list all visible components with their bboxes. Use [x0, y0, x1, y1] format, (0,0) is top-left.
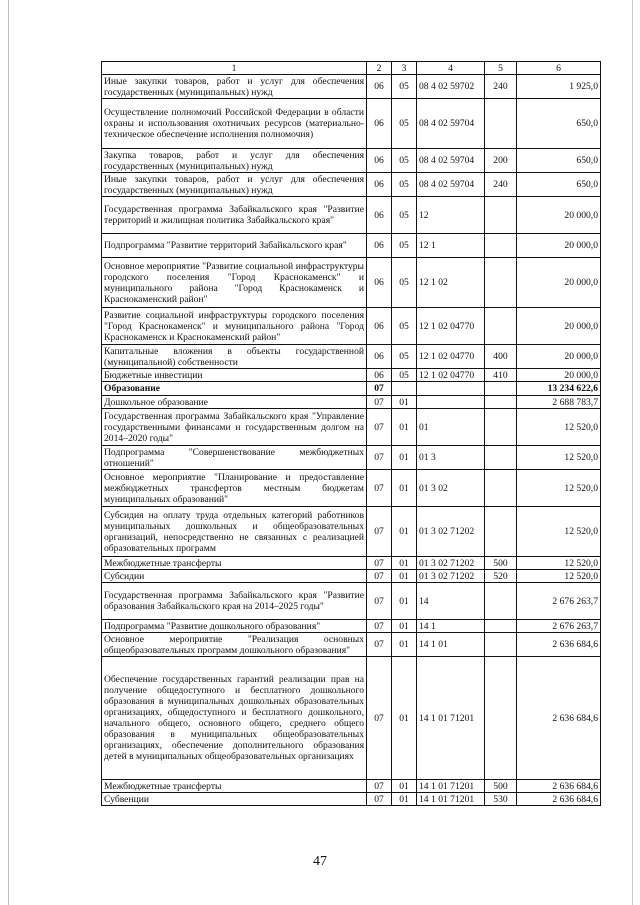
row-name: Государственная программа Забайкальского края "Развитие территорий и жилищная политика Забайкальского края"	[102, 197, 367, 234]
row-subsection: 01	[392, 446, 417, 470]
row-section: 06	[367, 99, 392, 149]
row-section: 07	[367, 570, 392, 583]
row-target-code: 12 1 02 04770	[417, 308, 485, 345]
row-subsection: 05	[392, 308, 417, 345]
row-target-code: 08 4 02 59702	[417, 75, 485, 99]
table-row	[102, 308, 601, 345]
row-subsection: 01	[392, 470, 417, 507]
row-subsection: 05	[392, 345, 417, 369]
row-name: Образование	[102, 382, 367, 396]
row-target-code: 12 1 02 04770	[417, 345, 485, 369]
row-expense-type	[485, 382, 517, 396]
row-section: 07	[367, 633, 392, 657]
row-section: 06	[367, 75, 392, 99]
row-amount: 20 000,0	[517, 234, 601, 258]
table-row	[102, 793, 601, 806]
row-target-code: 08 4 02 59704	[417, 149, 485, 173]
header-row	[102, 62, 601, 75]
row-section: 06	[367, 345, 392, 369]
row-expense-type	[485, 197, 517, 234]
row-section: 07	[367, 409, 392, 446]
row-subsection: 01	[392, 583, 417, 620]
row-expense-type: 240	[485, 75, 517, 99]
row-name: Межбюджетные трансферты	[102, 780, 367, 793]
row-name: Иные закупки товаров, работ и услуг для обеспечения государственных (муниципальных) нужд	[102, 75, 367, 99]
row-target-code: 01 3	[417, 446, 485, 470]
row-subsection: 05	[392, 258, 417, 308]
table-row	[102, 173, 601, 197]
row-expense-type	[485, 446, 517, 470]
row-name: Субсидии	[102, 570, 367, 583]
row-amount: 2 676 263,7	[517, 583, 601, 620]
row-expense-type	[485, 99, 517, 149]
row-target-code: 14	[417, 583, 485, 620]
row-name: Межбюджетные трансферты	[102, 557, 367, 570]
row-section: 07	[367, 583, 392, 620]
row-section: 06	[367, 149, 392, 173]
row-name: Дошкольное образование	[102, 396, 367, 409]
row-name: Бюджетные инвестиции	[102, 369, 367, 382]
row-target-code: 12 1	[417, 234, 485, 258]
row-target-code: 14 1 01 71201	[417, 793, 485, 806]
row-name: Субвенции	[102, 793, 367, 806]
row-expense-type: 530	[485, 793, 517, 806]
row-subsection: 01	[392, 780, 417, 793]
table-row	[102, 382, 601, 396]
row-subsection: 01	[392, 396, 417, 409]
row-expense-type	[485, 507, 517, 557]
row-subsection: 01	[392, 507, 417, 557]
row-section: 07	[367, 557, 392, 570]
row-expense-type	[485, 657, 517, 780]
row-section: 06	[367, 369, 392, 382]
row-amount: 12 520,0	[517, 409, 601, 446]
table-row	[102, 446, 601, 470]
row-name: Закупка товаров, работ и услуг для обеспечения государственных (муниципальных) нужд	[102, 149, 367, 173]
row-subsection: 01	[392, 793, 417, 806]
row-expense-type	[485, 470, 517, 507]
row-target-code: 08 4 02 59704	[417, 99, 485, 149]
row-expense-type	[485, 396, 517, 409]
row-name: Развитие социальной инфраструктуры городского поселения "Город Краснокаменск" и муниципального района "Город Краснокаменск и Краснокаменский район"	[102, 308, 367, 345]
row-section: 07	[367, 470, 392, 507]
row-amount: 12 520,0	[517, 557, 601, 570]
table-row	[102, 780, 601, 793]
table-row	[102, 75, 601, 99]
table-row	[102, 197, 601, 234]
row-subsection: 05	[392, 99, 417, 149]
row-amount: 12 520,0	[517, 470, 601, 507]
row-expense-type: 500	[485, 780, 517, 793]
table-row	[102, 396, 601, 409]
row-name: Капитальные вложения в объекты государственной (муниципальной) собственности	[102, 345, 367, 369]
row-amount: 2 688 783,7	[517, 396, 601, 409]
row-expense-type	[485, 583, 517, 620]
row-name: Обеспечение государственных гарантий реализации прав на получение общедоступного и бесплатного дошкольного образования в муниципальных дошкольных образовательных организациях, общедоступного и бесплатного дошкольного, начального общего, основного общего, среднего общего образования в муниципальных общеобразовательных организациях, обеспечение дополнительного образования детей в муниципальных общеобразовательных организациях	[102, 657, 367, 780]
row-target-code: 12 1 02 04770	[417, 369, 485, 382]
row-name: Основное мероприятие "Реализация основных общеобразовательных программ дошкольного образования"	[102, 633, 367, 657]
row-target-code: 14 1 01 71201	[417, 780, 485, 793]
row-subsection: 05	[392, 197, 417, 234]
row-target-code: 14 1 01 71201	[417, 657, 485, 780]
row-target-code	[417, 396, 485, 409]
row-amount: 20 000,0	[517, 345, 601, 369]
table-row	[102, 620, 601, 633]
row-amount: 650,0	[517, 149, 601, 173]
row-section: 07	[367, 446, 392, 470]
row-target-code: 01 3 02 71202	[417, 570, 485, 583]
table-row	[102, 369, 601, 382]
column-header: 5	[485, 62, 517, 75]
row-subsection: 05	[392, 75, 417, 99]
row-subsection	[392, 382, 417, 396]
row-subsection: 01	[392, 570, 417, 583]
column-header: 3	[392, 62, 417, 75]
row-amount: 12 520,0	[517, 570, 601, 583]
row-subsection: 01	[392, 620, 417, 633]
row-name: Субсидия на оплату труда отдельных категорий работников муниципальных дошкольных и общеобразовательных организаций, непосредственно не связанных с реализацией образовательных программ	[102, 507, 367, 557]
row-expense-type	[485, 633, 517, 657]
row-section: 07	[367, 396, 392, 409]
row-subsection: 05	[392, 369, 417, 382]
row-expense-type: 520	[485, 570, 517, 583]
row-amount: 2 636 684,6	[517, 633, 601, 657]
row-amount: 20 000,0	[517, 308, 601, 345]
row-name: Основное мероприятие "Развитие социальной инфраструктуры городского поселения "Город Краснокаменск" и муниципального района "Город Краснокаменск и Краснокаменский район"	[102, 258, 367, 308]
table-row	[102, 557, 601, 570]
row-section: 06	[367, 258, 392, 308]
table-row	[102, 409, 601, 446]
row-target-code: 12	[417, 197, 485, 234]
row-amount: 20 000,0	[517, 197, 601, 234]
table-row	[102, 657, 601, 780]
row-amount: 2 636 684,6	[517, 793, 601, 806]
table-row	[102, 570, 601, 583]
row-subsection: 01	[392, 657, 417, 780]
column-header: 2	[367, 62, 392, 75]
row-section: 06	[367, 197, 392, 234]
row-name: Государственная программа Забайкальского края "Развитие образования Забайкальского края на 2014–2025 годы"	[102, 583, 367, 620]
row-target-code: 08 4 02 59704	[417, 173, 485, 197]
row-name: Подпрограмма "Развитие дошкольного образования"	[102, 620, 367, 633]
row-target-code: 01	[417, 409, 485, 446]
table-row	[102, 234, 601, 258]
row-expense-type	[485, 258, 517, 308]
table-row	[102, 633, 601, 657]
row-name: Государственная программа Забайкальского края "Управление государственными финансами и государственным долгом на 2014–2020 годы"	[102, 409, 367, 446]
row-subsection: 05	[392, 149, 417, 173]
column-header: 4	[417, 62, 485, 75]
row-section: 07	[367, 793, 392, 806]
row-amount: 12 520,0	[517, 507, 601, 557]
row-amount: 20 000,0	[517, 369, 601, 382]
row-target-code: 12 1 02	[417, 258, 485, 308]
row-target-code	[417, 382, 485, 396]
row-section: 07	[367, 780, 392, 793]
row-expense-type	[485, 620, 517, 633]
table-row	[102, 507, 601, 557]
row-amount: 2 636 684,6	[517, 780, 601, 793]
row-expense-type: 200	[485, 149, 517, 173]
row-amount: 20 000,0	[517, 258, 601, 308]
row-expense-type	[485, 409, 517, 446]
row-section: 06	[367, 234, 392, 258]
row-section: 07	[367, 620, 392, 633]
row-target-code: 01 3 02 71202	[417, 557, 485, 570]
row-subsection: 05	[392, 173, 417, 197]
row-section: 06	[367, 173, 392, 197]
row-section: 06	[367, 308, 392, 345]
row-expense-type: 400	[485, 345, 517, 369]
column-header: 1	[102, 62, 367, 75]
row-target-code: 14 1	[417, 620, 485, 633]
row-section: 07	[367, 507, 392, 557]
row-amount: 2 636 684,6	[517, 657, 601, 780]
table-row	[102, 258, 601, 308]
row-subsection: 01	[392, 557, 417, 570]
row-expense-type: 240	[485, 173, 517, 197]
row-expense-type: 500	[485, 557, 517, 570]
row-section: 07	[367, 382, 392, 396]
row-expense-type	[485, 308, 517, 345]
row-target-code: 14 1 01	[417, 633, 485, 657]
row-name: Подпрограмма "Развитие территорий Забайкальского края"	[102, 234, 367, 258]
row-name: Основное мероприятие "Планирование и предоставление межбюджетных трансфертов местным бюджетам муниципальных образований"	[102, 470, 367, 507]
row-section: 07	[367, 657, 392, 780]
row-amount: 650,0	[517, 173, 601, 197]
table-row	[102, 149, 601, 173]
row-subsection: 01	[392, 633, 417, 657]
row-amount: 12 520,0	[517, 446, 601, 470]
row-name: Осуществление полномочий Российской Федерации в области охраны и использования охотничьих ресурсов (материально-техническое обеспечение исполнения полномочия)	[102, 99, 367, 149]
page-edge	[8, 0, 9, 905]
table-row	[102, 583, 601, 620]
row-amount: 13 234 622,6	[517, 382, 601, 396]
row-subsection: 05	[392, 234, 417, 258]
row-expense-type	[485, 234, 517, 258]
budget-table	[101, 61, 601, 806]
page-number: 47	[313, 854, 327, 869]
row-amount: 1 925,0	[517, 75, 601, 99]
table-row	[102, 470, 601, 507]
row-expense-type: 410	[485, 369, 517, 382]
table-row	[102, 99, 601, 149]
row-amount: 650,0	[517, 99, 601, 149]
row-name: Подпрограмма "Совершенствование межбюджетных отношений"	[102, 446, 367, 470]
row-name: Иные закупки товаров, работ и услуг для обеспечения государственных (муниципальных) нужд	[102, 173, 367, 197]
column-header: 6	[517, 62, 601, 75]
row-amount: 2 676 263,7	[517, 620, 601, 633]
row-target-code: 01 3 02 71202	[417, 507, 485, 557]
table-row	[102, 345, 601, 369]
row-subsection: 01	[392, 409, 417, 446]
page-edge	[632, 0, 633, 905]
row-target-code: 01 3 02	[417, 470, 485, 507]
